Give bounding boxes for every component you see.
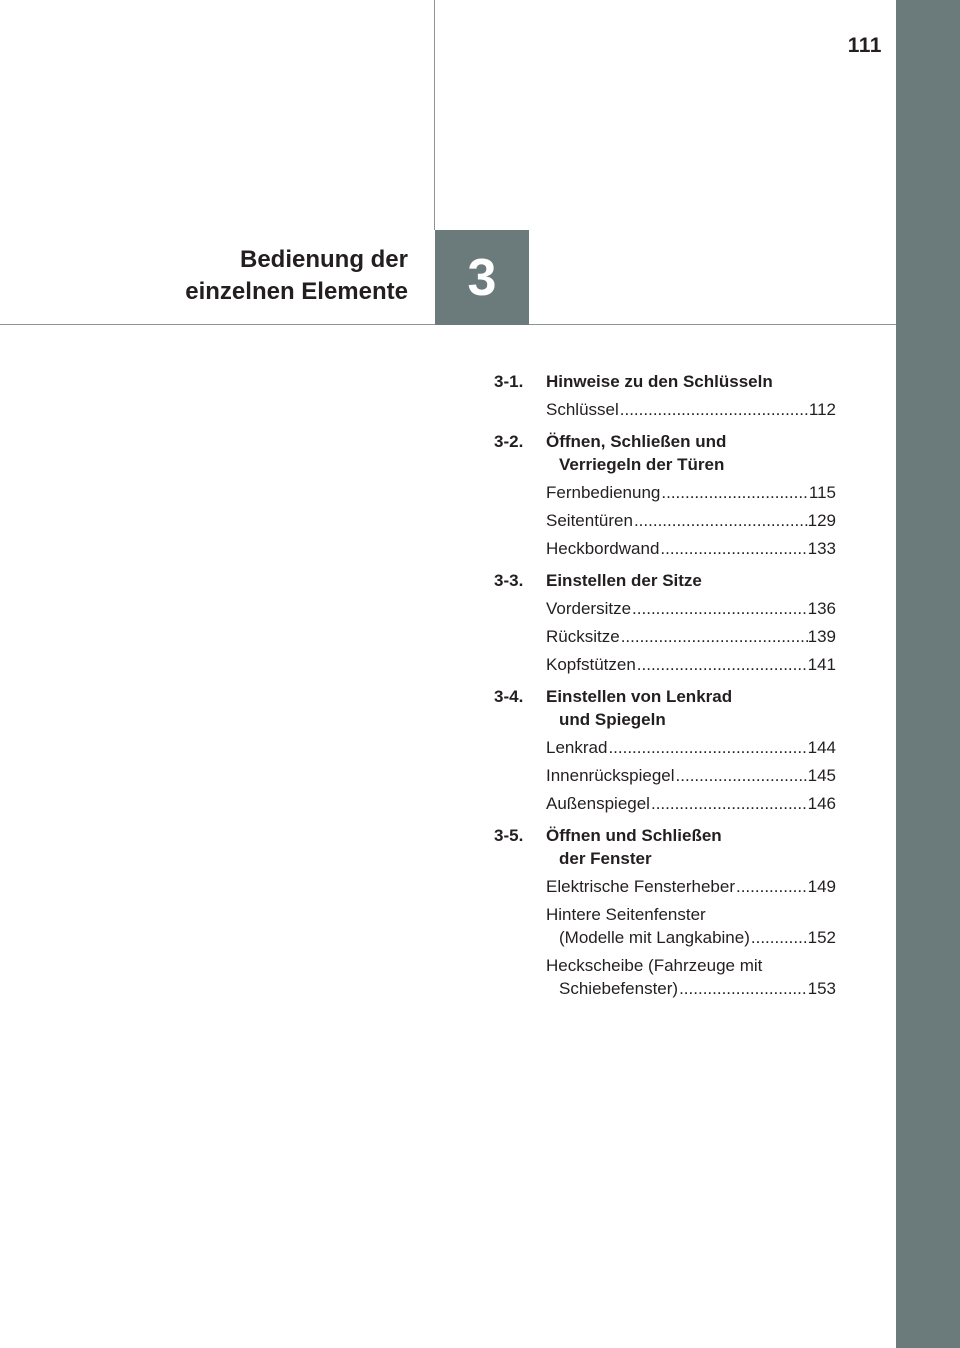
toc-section-heading[interactable] (494, 370, 836, 393)
toc-section-heading[interactable] (494, 569, 836, 592)
toc-section-heading[interactable] (494, 430, 836, 476)
toc-entry-page: 146 (807, 794, 836, 813)
toc-entry-row (546, 736, 836, 759)
chapter-title-line1: Bedienung der (239, 246, 408, 273)
toc-section-number: 3-5. (494, 826, 524, 845)
toc-dot-leader (636, 653, 808, 676)
toc-section-title-line2: Verriegeln der Türen (559, 455, 725, 474)
toc-section-title (546, 569, 836, 592)
chapter-side-tab (896, 0, 960, 1348)
chapter-number-box (435, 230, 529, 325)
toc-entry-page: 145 (807, 766, 836, 785)
toc-section-title (546, 430, 836, 476)
toc-entry-label: Elektrische Fensterheber (546, 877, 735, 896)
toc-entry-label: Innenrückspiegel (546, 766, 675, 785)
toc-section-title-line1: Öffnen, Schließen und (546, 432, 727, 451)
toc-entry-label: (Modelle mit Langkabine) (559, 928, 750, 947)
toc-entry-page: 149 (807, 877, 836, 896)
toc-entry-page: 141 (807, 655, 836, 674)
toc-entry-row (546, 481, 836, 504)
toc-entry-first-line: Hintere Seitenfenster (546, 905, 706, 924)
toc-entry-row (546, 625, 836, 648)
toc-dot-leader (633, 509, 808, 532)
toc-entry-row (546, 977, 836, 1000)
toc-entry[interactable] (546, 903, 836, 949)
toc-entry[interactable] (546, 398, 836, 421)
toc-entry-row (546, 509, 836, 532)
toc-section-heading[interactable] (494, 685, 836, 731)
toc-entry-label: Rücksitze (546, 627, 620, 646)
toc-section-title (546, 685, 836, 731)
toc-dot-leader (675, 764, 808, 787)
toc-section-title (546, 370, 836, 393)
toc-entry-row (546, 597, 836, 620)
toc-entry-page: 144 (807, 738, 836, 757)
toc-entry-label: Schlüssel (546, 400, 619, 419)
toc-section-title-line1: Hinweise zu den Schlüsseln (546, 372, 773, 391)
toc-entry-page: 153 (807, 979, 836, 998)
toc-dot-leader (659, 537, 807, 560)
toc-entry-label: Schiebefenster) (559, 979, 679, 998)
toc-section-number: 3-3. (494, 571, 524, 590)
toc-entry[interactable] (546, 597, 836, 620)
toc-entry[interactable] (546, 653, 836, 676)
chapter-number: 3 (467, 248, 497, 307)
toc-dot-leader (735, 875, 808, 898)
toc-entry-page: 152 (807, 928, 836, 947)
chapter-title-line2: einzelnen Elemente (185, 278, 408, 305)
toc-entry[interactable] (546, 954, 836, 1000)
toc-section (494, 685, 836, 815)
toc-entry-label: Heckbordwand (546, 539, 660, 558)
toc-entry-row (546, 764, 836, 787)
toc-entry[interactable] (546, 509, 836, 532)
toc-entry-label: Seitentüren (546, 511, 633, 530)
toc-section-title-line2: und Spiegeln (559, 710, 666, 729)
toc-dot-leader (620, 625, 808, 648)
toc-entry-row (546, 653, 836, 676)
toc-section (494, 430, 836, 560)
toc-entry-label: Außenspiegel (546, 794, 650, 813)
toc-entry-label: Vordersitze (546, 599, 632, 618)
toc-dot-leader (631, 597, 808, 620)
toc-entry-page: 129 (807, 511, 836, 530)
toc-section (494, 370, 836, 421)
toc-section-title-line2: der Fenster (559, 849, 652, 868)
toc-entry-row (546, 875, 836, 898)
toc-dot-leader (660, 481, 809, 504)
toc-entry-row (546, 926, 836, 949)
toc-dot-leader (650, 792, 808, 815)
toc-dot-leader (619, 398, 809, 421)
toc-entry[interactable] (546, 764, 836, 787)
toc-dot-leader (750, 926, 808, 949)
toc-entry-first-line: Heckscheibe (Fahrzeuge mit (546, 956, 763, 975)
vertical-divider (434, 0, 435, 230)
toc-entry[interactable] (546, 625, 836, 648)
page-number: 111 (847, 34, 882, 57)
toc-entry-label: Lenkrad (546, 738, 608, 757)
toc-section (494, 824, 836, 1000)
toc-entry[interactable] (546, 481, 836, 504)
toc-section-title (546, 824, 836, 870)
toc-dot-leader (678, 977, 808, 1000)
toc-section-heading[interactable] (494, 824, 836, 870)
toc-entry[interactable] (546, 736, 836, 759)
toc-section-title-line1: Einstellen von Lenkrad (546, 687, 733, 706)
toc-entry-page: 136 (807, 599, 836, 618)
toc-entry[interactable] (546, 537, 836, 560)
toc-entry-page: 133 (807, 539, 836, 558)
toc-section-title-line1: Einstellen der Sitze (546, 571, 702, 590)
toc-entry[interactable] (546, 875, 836, 898)
toc-section-number: 3-2. (494, 432, 524, 451)
toc-entry-page: 139 (807, 627, 836, 646)
toc-section-number: 3-1. (494, 372, 524, 391)
toc-entry-row (546, 792, 836, 815)
toc-entry-label: Fernbedienung (546, 483, 661, 502)
toc-dot-leader (607, 736, 807, 759)
table-of-contents (494, 370, 836, 1009)
toc-entry-row (546, 398, 836, 421)
toc-section (494, 569, 836, 676)
toc-entry-label: Kopfstützen (546, 655, 636, 674)
toc-section-number: 3-4. (494, 687, 524, 706)
toc-entry-row (546, 537, 836, 560)
toc-entry-page: 115 (808, 483, 836, 502)
toc-entry-page: 112 (808, 400, 836, 419)
toc-entry[interactable] (546, 792, 836, 815)
chapter-title (185, 244, 408, 308)
toc-section-title-line1: Öffnen und Schließen (546, 826, 722, 845)
